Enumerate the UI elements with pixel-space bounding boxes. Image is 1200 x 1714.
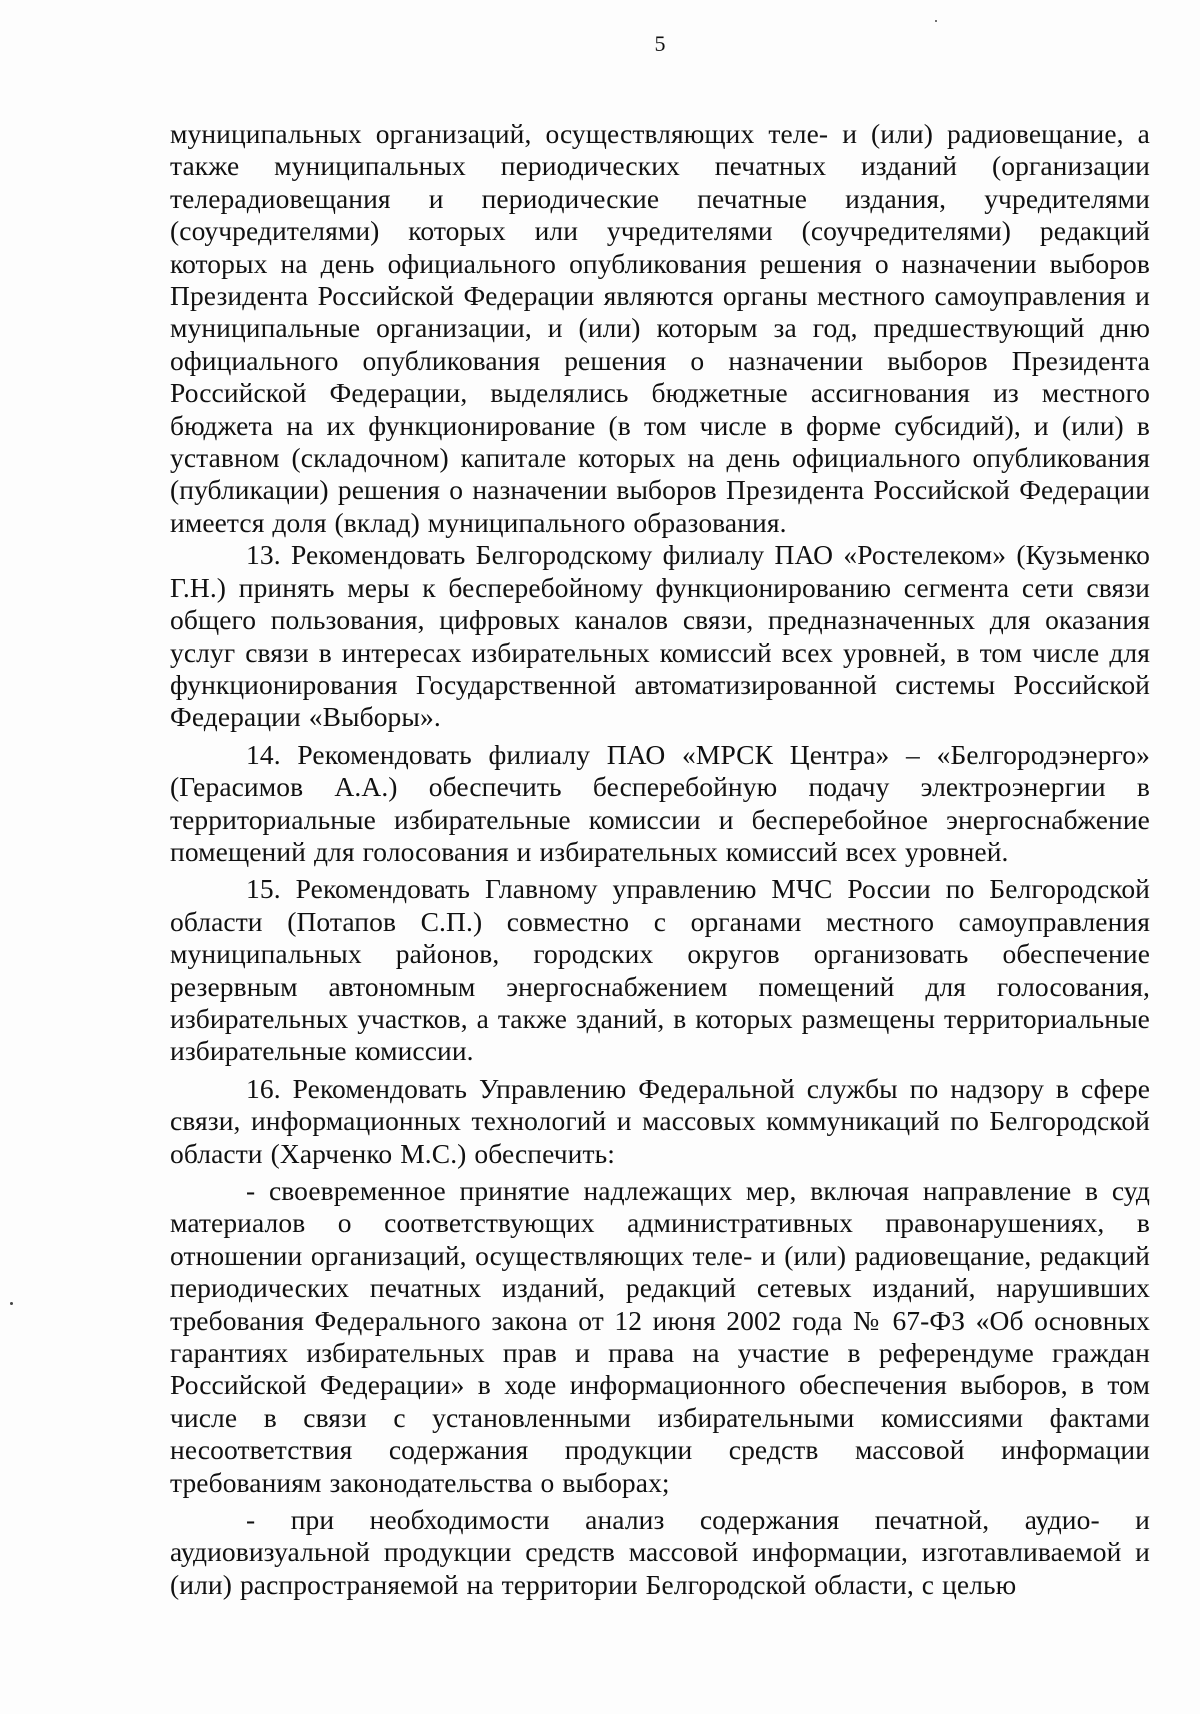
scan-speck — [935, 20, 937, 22]
list-item-dash-1: - своевременное принятие надлежащих мер, включая направление в суд материалов о соответствующих административных правонарушениях, в отношении организаций, осуществляющих теле- и (или) радиовещание, редакций периодических печатных изданий, редакций сетевых изданий, нарушивших требования Федерального закона от 12 июня 2002 года № 67-ФЗ «Об основных гарантиях избирательных прав и права на участие в референдуме граждан Российской Федерации» в ходе информационного обеспечения выборов, в том числе в связи с установленными избирательными комиссиями фактами несоответствия содержания продукции средств массовой информации требованиям законодательства о выборах; — [170, 1175, 1150, 1498]
paragraph-item-15: 15. Рекомендовать Главному управлению МЧС России по Белгородской области (Потапов С.П.) совместно с органами местного самоуправления муниципальных районов, городских округов организовать обеспечение резервным автономным энергоснабжением помещений для голосования, избирательных участков, а также зданий, в которых размещены территориальные избирательные комиссии. — [170, 873, 1150, 1067]
scan-speck — [10, 1302, 13, 1305]
document-body — [170, 118, 1150, 1601]
paragraph-item-13: 13. Рекомендовать Белгородскому филиалу ПАО «Ростелеком» (Кузьменко Г.Н.) принять меры к бесперебойному функционированию сегмента сети связи общего пользования, цифровых каналов связи, предназначенных для оказания услуг связи в интересах избирательных комиссий всех уровней, в том числе для функционирования Государственной автоматизированной системы Российской Федерации «Выборы». — [170, 539, 1150, 733]
list-item-dash-2: - при необходимости анализ содержания печатной, аудио- и аудиовизуальной продукции средств массовой информации, изготавливаемой и (или) распространяемой на территории Белгородской области, с целью — [170, 1504, 1150, 1600]
page-number: 5 — [654, 31, 666, 56]
paragraph-item-16: 16. Рекомендовать Управлению Федеральной службы по надзору в сфере связи, информационных технологий и массовых коммуникаций по Белгородской области (Харченко М.С.) обеспечить: — [170, 1072, 1150, 1169]
paragraph-continuation: муниципальных организаций, осуществляющих теле- и (или) радиовещание, а также муниципальных периодических печатных изданий (организации телерадиовещания и периодические печатные издания, учредителями (соучредителями) которых или учредителями (соучредителями) редакций которых на день официального опубликования решения о назначении выборов Президента Российской Федерации являются органы местного самоуправления и муниципальные организации, и (или) которым за год, предшествующий дню официального опубликования решения о назначении выборов Президента Российской Федерации, выделялись бюджетные ассигнования из местного бюджета на их функционирование (в том числе в форме субсидий), и (или) в уставном (складочном) капитале которых на день официального опубликования (публикации) решения о назначении выборов Президента Российской Федерации имеется доля (вклад) муниципального образования. — [170, 118, 1150, 538]
paragraph-item-14: 14. Рекомендовать филиалу ПАО «МРСК Центра» – «Белгородэнерго» (Герасимов А.А.) обеспечить бесперебойную подачу электроэнергии в территориальные избирательные комиссии и бесперебойное энергоснабжение помещений для голосования и избирательных комиссий всех уровней. — [170, 738, 1150, 867]
